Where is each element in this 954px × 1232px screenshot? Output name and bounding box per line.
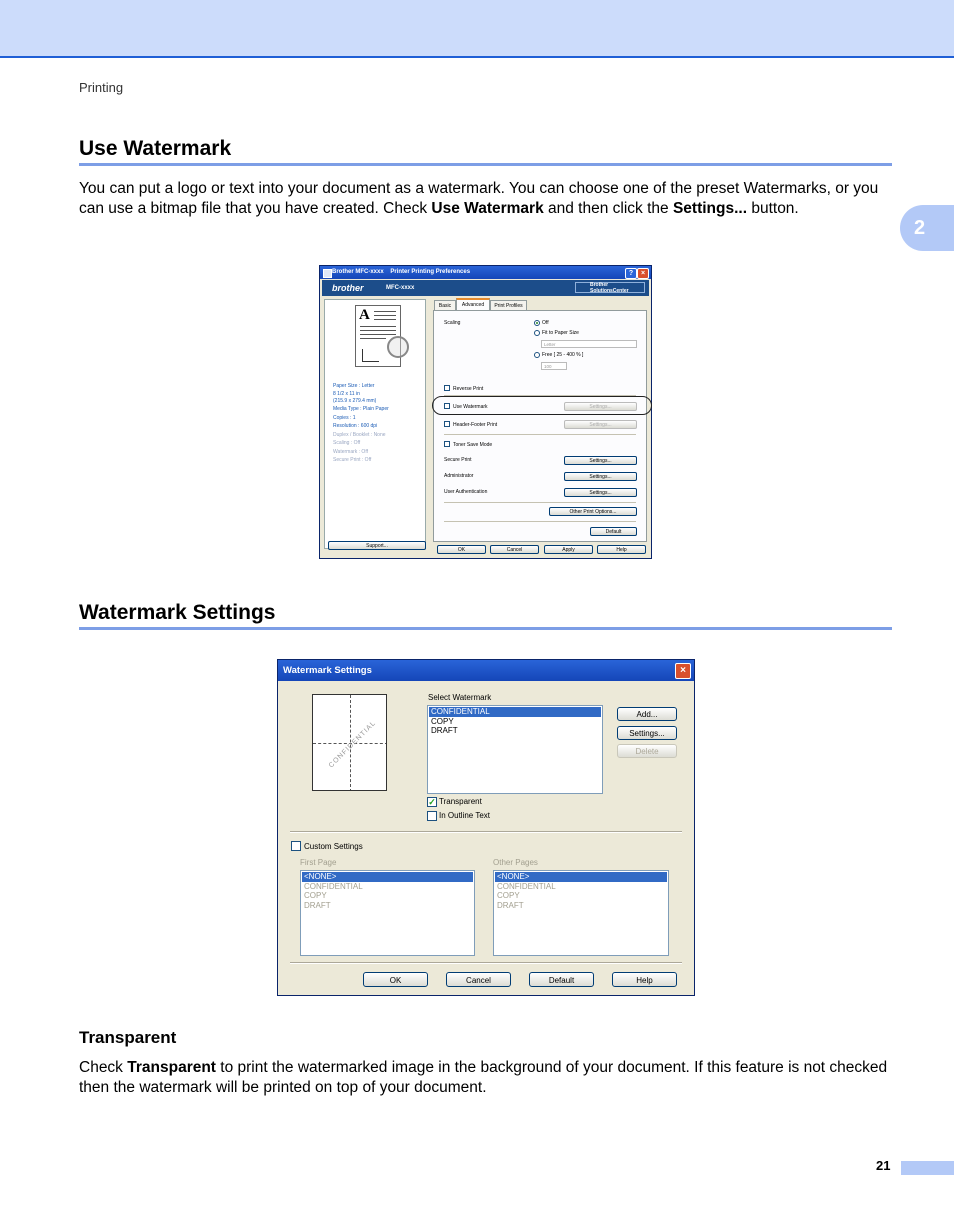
reverse-print-label: Reverse Print [453, 386, 484, 392]
heading-rule [79, 627, 892, 630]
transparent-label: Transparent [439, 797, 482, 806]
preview-watermark-text: CONFIDENTIAL [327, 719, 378, 770]
toner-save-checkbox[interactable] [444, 441, 450, 447]
free-scaling-input[interactable]: 100 [541, 362, 567, 370]
transparent-paragraph: Check Transparent to print the watermarked image in the background of your document. If this feature is not checked then the watermark will be printed on top of your document. [79, 1059, 888, 1096]
tab-advanced[interactable]: Advanced [456, 298, 490, 310]
select-watermark-label: Select Watermark [428, 693, 492, 702]
toner-save-label: Toner Save Mode [453, 442, 493, 448]
first-page-label: First Page [300, 858, 337, 867]
bar-chart-icon [362, 349, 379, 362]
help-icon[interactable]: ? [625, 268, 637, 279]
default-button[interactable]: Default [529, 972, 594, 987]
other-pages-label: Other Pages [493, 858, 538, 867]
section-heading-use-watermark: Use Watermark [79, 137, 232, 160]
advanced-tab-page [433, 310, 647, 542]
administrator-settings-button[interactable]: Settings... [564, 472, 637, 481]
magnifier-icon [387, 336, 409, 358]
other-pages-list[interactable] [493, 870, 669, 956]
secure-print-settings-button[interactable]: Settings... [564, 456, 637, 465]
list-item[interactable]: DRAFT [304, 900, 331, 910]
dialog-title-text: Printer Printing Preferences [390, 269, 471, 275]
solutions-center-button[interactable]: Brother SolutionsCenter [575, 282, 645, 293]
scaling-off-label: Off [542, 320, 549, 326]
page-number: 21 [876, 1158, 891, 1173]
ok-button[interactable]: OK [363, 972, 428, 987]
scaling-label: Scaling [444, 320, 461, 326]
watermark-settings-dialog [277, 659, 695, 996]
settings-summary-list: Paper Size : Letter 8 1/2 x 11 in (215.9 x 279.4 mm) Media Type : Plain Paper Copies : 1 Resolution : 600 dpi Duplex / Booklet : None Scaling : Off Watermark : Off Secure Print : Off [333, 383, 389, 463]
brand-bar [322, 280, 649, 296]
subheading-transparent: Transparent [79, 1028, 177, 1047]
fit-to-paper-label: Fit to Paper Size [542, 330, 579, 336]
footer-bar [901, 1161, 954, 1175]
header-footer-checkbox[interactable] [444, 421, 450, 427]
apply-button[interactable]: Apply [544, 545, 593, 554]
user-auth-label: User Authentication [444, 489, 488, 495]
cancel-button[interactable]: Cancel [490, 545, 539, 554]
free-scaling-radio[interactable] [534, 352, 540, 358]
watermark-list[interactable] [427, 705, 603, 794]
header-band [0, 0, 954, 58]
outline-text-label: In Outline Text [439, 811, 490, 820]
heading-rule [79, 163, 892, 166]
list-item[interactable]: CONFIDENTIAL [429, 707, 601, 717]
transparent-checkbox[interactable]: ✓ [428, 797, 436, 807]
first-page-list[interactable] [300, 870, 475, 956]
reverse-print-checkbox[interactable] [444, 385, 450, 391]
help-button[interactable]: Help [597, 545, 646, 554]
ok-button[interactable]: OK [437, 545, 486, 554]
list-item[interactable]: DRAFT [431, 726, 458, 735]
list-item[interactable]: COPY [497, 891, 520, 900]
administrator-label: Administrator [444, 473, 474, 479]
watermark-settings-button[interactable]: Settings... [564, 402, 637, 411]
use-watermark-label: Use Watermark [453, 404, 488, 410]
custom-settings-checkbox[interactable] [291, 841, 301, 851]
dialog-title-bar [320, 266, 651, 279]
list-item[interactable]: COPY [304, 891, 327, 900]
delete-button[interactable]: Delete [617, 744, 677, 758]
add-button[interactable]: Add... [617, 707, 677, 721]
printer-icon [323, 269, 332, 278]
use-watermark-highlight-circle [432, 396, 652, 415]
list-item[interactable]: <NONE> [302, 872, 473, 882]
list-item[interactable]: CONFIDENTIAL [497, 881, 556, 891]
user-auth-settings-button[interactable]: Settings... [564, 488, 637, 497]
list-item[interactable]: DRAFT [497, 900, 524, 910]
help-button[interactable]: Help [612, 972, 677, 987]
header-footer-settings-button[interactable]: Settings... [564, 420, 637, 429]
secure-print-label: Secure Print [444, 457, 472, 463]
fit-to-paper-radio[interactable] [534, 330, 540, 336]
list-item[interactable]: <NONE> [495, 872, 667, 882]
header-footer-label: Header-Footer Print [453, 422, 498, 428]
dialog-title-bar [278, 660, 694, 681]
dialog-title-text: Watermark Settings [283, 665, 372, 676]
intro-paragraph: You can put a logo or text into your document as a watermark. You can choose one of the preset Watermarks, or you can use a bitmap file that you have created. Check Use Watermark and then click the Settings... button. [79, 180, 879, 217]
settings-button[interactable]: Settings... [617, 726, 677, 740]
chapter-tab: 2 [900, 205, 954, 251]
scaling-off-radio[interactable] [534, 320, 540, 326]
free-scaling-label: Free [ 25 - 400 % ] [542, 352, 584, 358]
default-button[interactable]: Default [590, 527, 637, 536]
paper-size-select[interactable]: Letter [541, 340, 637, 348]
list-item[interactable]: COPY [431, 716, 454, 726]
custom-settings-label: Custom Settings [304, 842, 363, 851]
outline-text-checkbox[interactable] [427, 811, 437, 821]
brother-logo: brother [332, 283, 364, 293]
section-heading-watermark-settings: Watermark Settings [79, 601, 276, 624]
watermark-preview [312, 694, 387, 791]
close-icon[interactable]: × [675, 663, 691, 679]
other-print-options-button[interactable]: Other Print Options... [549, 507, 637, 516]
dialog-title-app: Brother MFC-xxxx [332, 269, 384, 275]
close-icon[interactable]: × [637, 268, 649, 279]
model-name: MFC-xxxx [386, 285, 415, 291]
letter-a-glyph: A [359, 307, 370, 323]
list-item[interactable]: CONFIDENTIAL [304, 881, 363, 891]
tab-print-profiles[interactable]: Print Profiles [490, 300, 527, 310]
settings-summary-panel [324, 299, 426, 549]
tab-basic[interactable]: Basic [434, 300, 456, 310]
running-header: Printing [79, 80, 124, 95]
support-button[interactable]: Support... [328, 541, 426, 550]
printing-preferences-dialog [319, 265, 652, 559]
cancel-button[interactable]: Cancel [446, 972, 511, 987]
